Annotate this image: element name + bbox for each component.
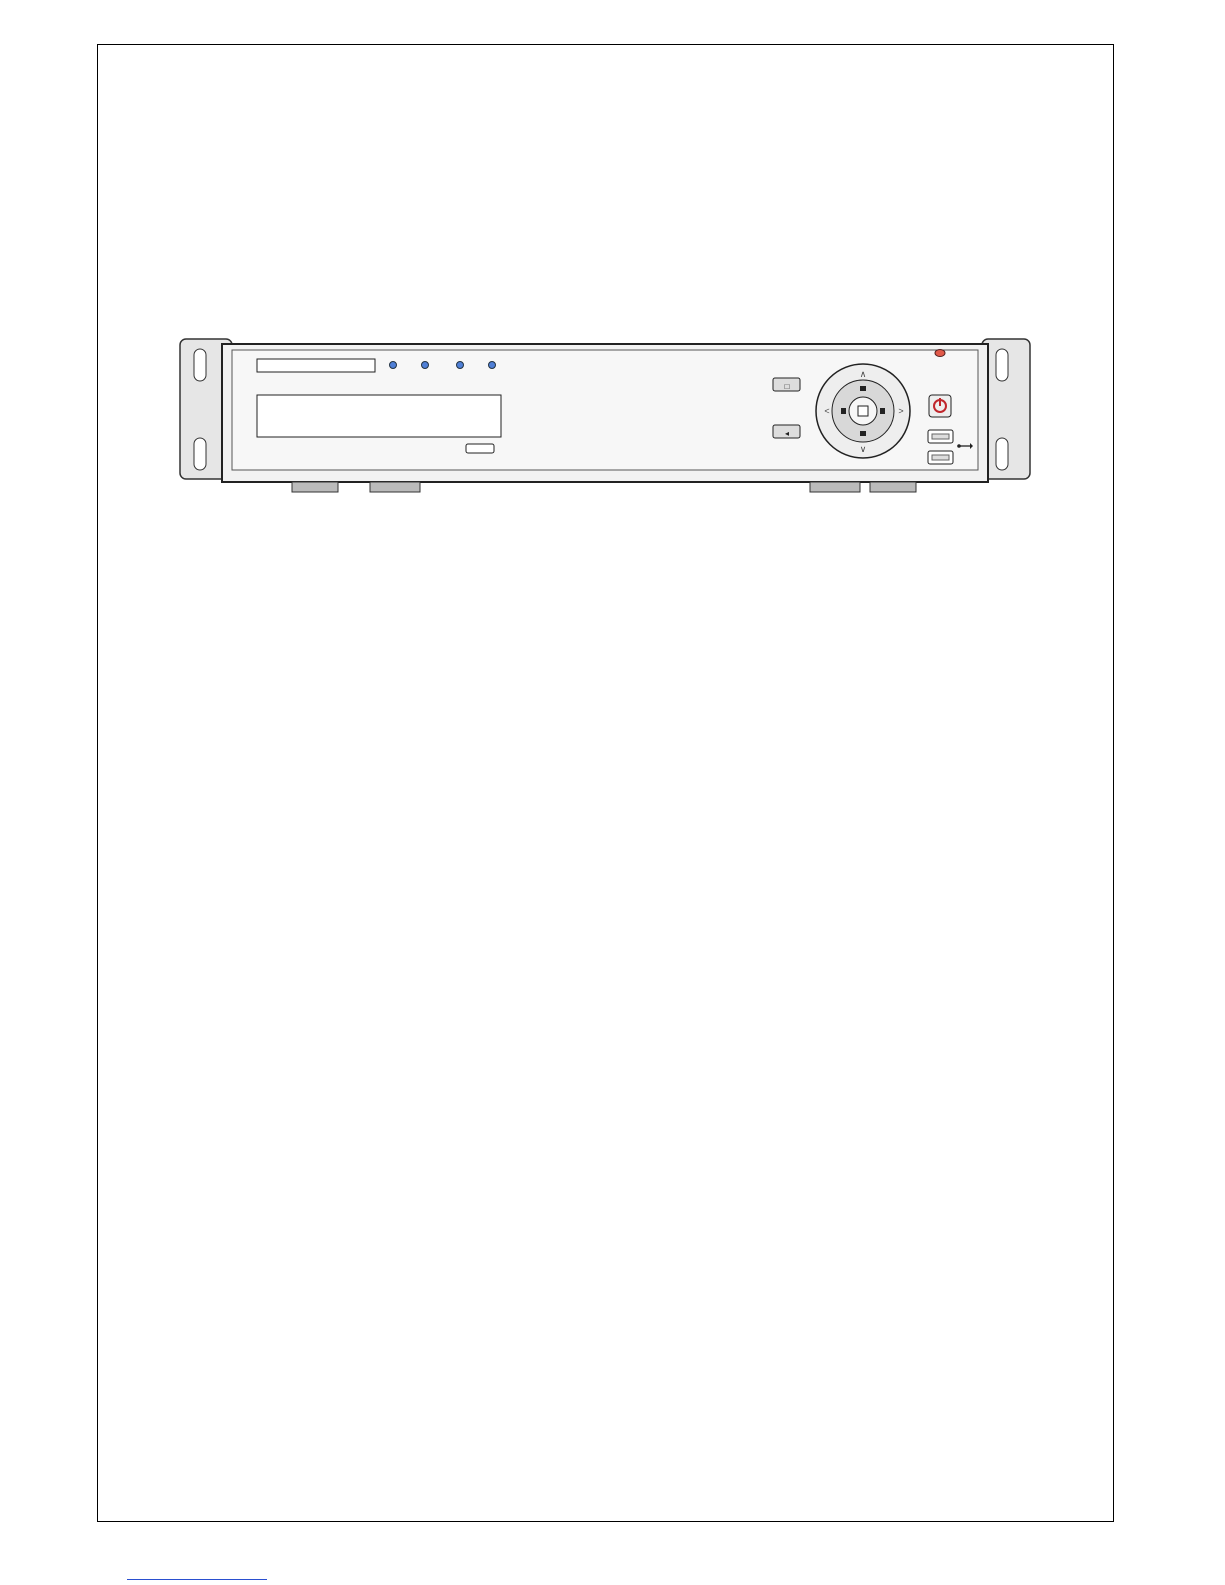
footer-link-underline <box>127 1579 267 1580</box>
alarm-led <box>457 362 464 369</box>
display-window <box>257 395 501 437</box>
svg-text:□: □ <box>784 382 790 391</box>
svg-text:◂: ◂ <box>784 429 790 438</box>
right-rack-ear <box>982 339 1030 479</box>
svg-text:<: < <box>824 406 830 416</box>
svg-text:∧: ∧ <box>859 369 867 379</box>
drive-slot <box>257 359 375 372</box>
jog-shuttle-icon[interactable] <box>816 364 910 458</box>
power-led <box>935 350 945 357</box>
error-led <box>489 362 496 369</box>
svg-text:∨: ∨ <box>859 444 867 454</box>
page-border <box>97 44 1114 1522</box>
dvr-front-panel-figure <box>170 286 1050 538</box>
rec-led <box>390 362 397 369</box>
power-icon[interactable] <box>929 395 951 417</box>
svg-text:>: > <box>898 406 904 416</box>
network-led <box>422 362 429 369</box>
eject-button[interactable] <box>466 444 494 453</box>
